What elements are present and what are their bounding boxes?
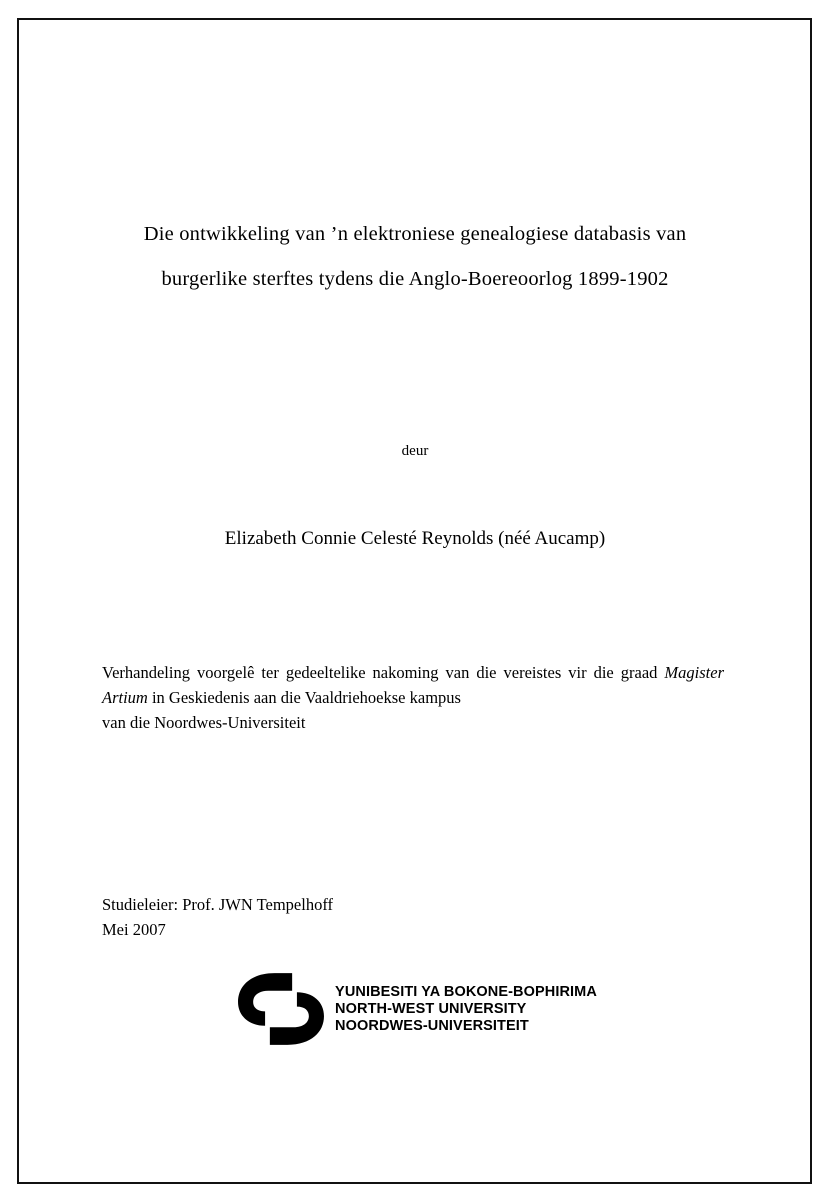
university-logo: [95, 970, 735, 1048]
supervisor-line: Studieleier: Prof. JWN Tempelhoff: [102, 895, 334, 914]
logo-line-1: YUNIBESITI YA BOKONE-BOPHIRIMA: [335, 983, 597, 1000]
supervisor-block: [102, 892, 722, 942]
logo-wordmark: [335, 984, 597, 1035]
statement-line-1: Verhandeling voorgelê ter gedeeltelike nakoming van die vereistes vir die: [102, 663, 614, 682]
author-name: Elizabeth Connie Celesté Reynolds (néé Aucamp): [224, 528, 606, 549]
title-line-2: burgerlike sterftes tydens die Anglo-Boereoorlog 1899-1902: [161, 268, 669, 290]
logo-line-3: NOORDWES-UNIVERSITEIT: [335, 1017, 529, 1034]
degree-statement: [102, 660, 724, 735]
nwu-logo-icon: [233, 970, 329, 1048]
date-line: Mei 2007: [102, 920, 166, 939]
statement-line-3: van die Noordwes-Universiteit: [102, 713, 306, 732]
logo-line-2: NORTH-WEST UNIVERSITY: [335, 1000, 527, 1017]
by-word: deur: [401, 443, 429, 459]
title-page-content: [95, 60, 735, 1140]
page-title: [95, 212, 735, 302]
statement-line-2-post: in Geskiedenis aan die Vaaldriehoekse kampus: [147, 688, 461, 707]
degree-name: Magister Artium: [102, 663, 724, 707]
statement-line-2-pre: graad: [620, 663, 665, 682]
title-line-1: Die ontwikkeling van ’n elektroniese genealogiese databasis van: [143, 223, 687, 245]
